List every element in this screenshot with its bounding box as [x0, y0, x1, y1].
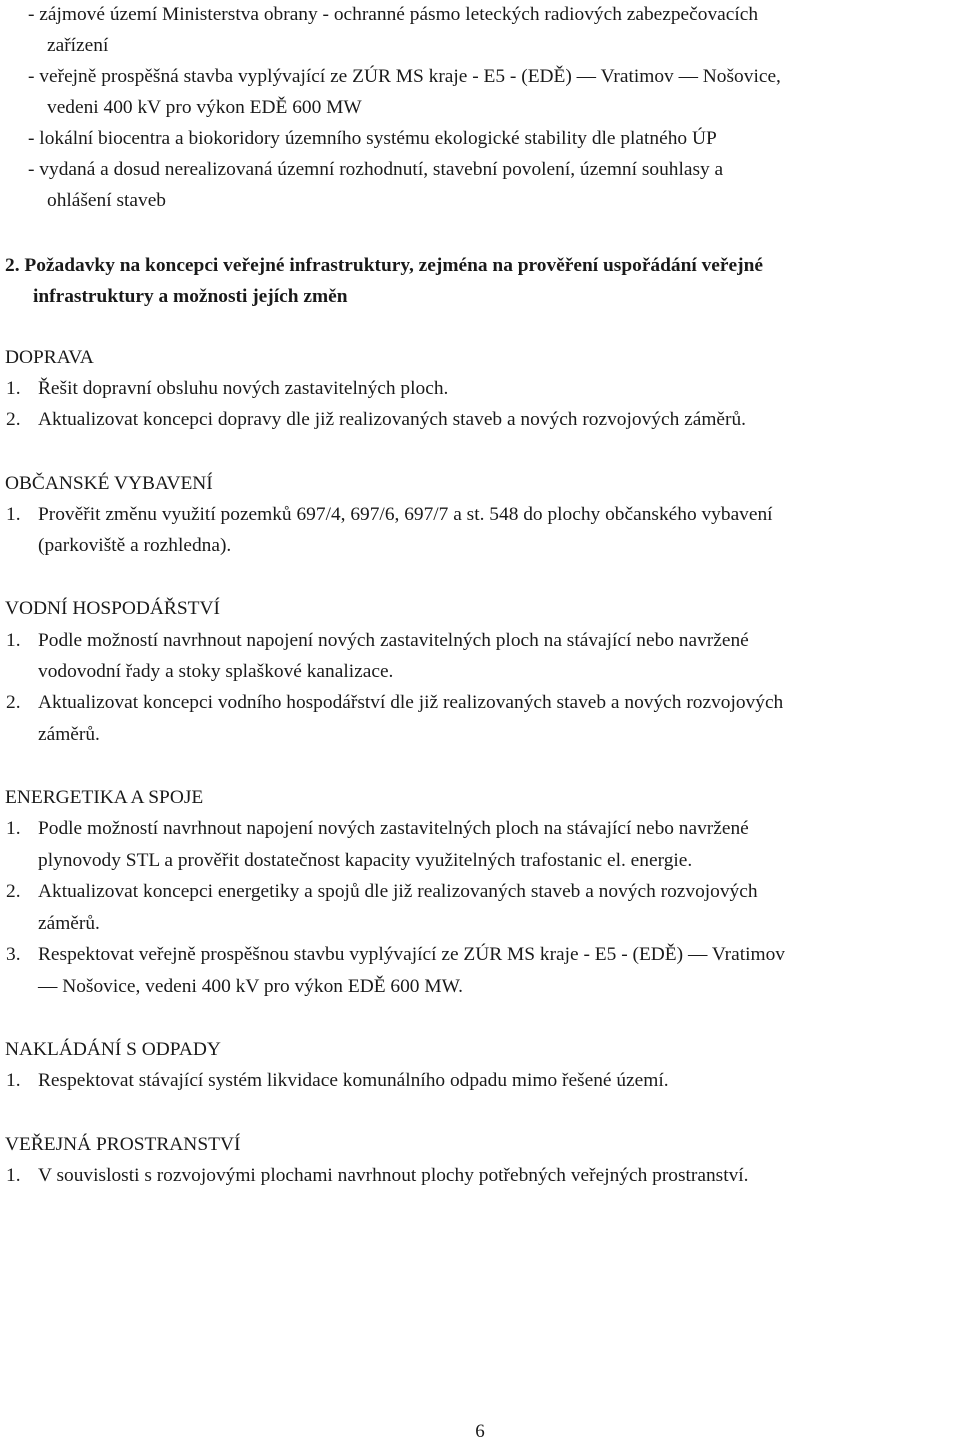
energetika-item-3-line1: Respektovat veřejně prospěšnou stavbu vyplývající ze ZÚR MS kraje - E5 - (EDĚ) — Vratimov [38, 944, 785, 965]
odpady-title: NAKLÁDÁNÍ S ODPADY [5, 1039, 221, 1060]
section-2-heading-line2: infrastruktury a možnosti jejích změn [33, 286, 348, 307]
vodni-item-2-line1: Aktualizovat koncepci vodního hospodářství dle již realizovaných staveb a nových rozvojových [38, 692, 784, 713]
prostranstvi-title: VEŘEJNÁ PROSTRANSTVÍ [5, 1134, 241, 1155]
vodni-item-2-number: 2. [6, 692, 21, 713]
obcanske-item-1-line2: (parkoviště a rozhledna). [38, 535, 232, 556]
obcanske-title: OBČANSKÉ VYBAVENÍ [5, 473, 213, 494]
obcanske-item-1-line1: Prověřit změnu využití pozemků 697/4, 697/6, 697/7 a st. 548 do plochy občanského vybavení [38, 504, 773, 525]
doprava-item-2-number: 2. [6, 409, 21, 430]
energetika-item-1-number: 1. [6, 818, 21, 839]
energetika-item-3-line2: — Nošovice, vedeni 400 kV pro výkon EDĚ 600 MW. [38, 976, 463, 997]
vodni-title: VODNÍ HOSPODÁŘSTVÍ [5, 598, 220, 619]
bullet-permits-line1: - vydaná a dosud nerealizovaná územní rozhodnutí, stavební povolení, územní souhlasy a [28, 159, 724, 180]
prostranstvi-item-1-number: 1. [6, 1165, 21, 1186]
vodni-item-1-number: 1. [6, 630, 21, 651]
bullet-public-construction-line2: vedeni 400 kV pro výkon EDĚ 600 MW [47, 97, 362, 118]
energetika-item-1-line1: Podle možností navrhnout napojení nových zastavitelných ploch na stávající nebo navržené [38, 818, 749, 839]
doprava-item-2-text: Aktualizovat koncepci dopravy dle již realizovaných staveb a nových rozvojových záměrů. [38, 409, 747, 430]
energetika-item-1-line2: plynovody STL a prověřit dostatečnost kapacity využitelných trafostanic el. energie. [38, 850, 693, 871]
energetika-title: ENERGETIKA A SPOJE [5, 787, 204, 808]
bullet-permits-line2: ohlášení staveb [47, 190, 167, 211]
vodni-item-1-line2: vodovodní řady a stoky splaškové kanalizace. [38, 661, 394, 682]
doprava-item-1-number: 1. [6, 378, 21, 399]
bullet-biocentres: - lokální biocentra a biokoridory územního systému ekologické stability dle platného ÚP [28, 128, 717, 149]
energetika-item-2-line1: Aktualizovat koncepci energetiky a spojů dle již realizovaných staveb a nových rozvojových [38, 881, 758, 902]
vodni-item-1-line1: Podle možností navrhnout napojení nových zastavitelných ploch na stávající nebo navržené [38, 630, 749, 651]
page-number: 6 [475, 1421, 485, 1442]
energetika-item-2-number: 2. [6, 881, 21, 902]
section-2-heading-line1: 2. Požadavky na koncepci veřejné infrastruktury, zejména na prověření uspořádání veřejné [5, 255, 763, 276]
bullet-military-zone-line1: - zájmové území Ministerstva obrany - ochranné pásmo leteckých radiových zabezpečovacích [28, 4, 759, 25]
doprava-item-1-text: Řešit dopravní obsluhu nových zastavitelných ploch. [38, 378, 449, 399]
prostranstvi-item-1-text: V souvislosti s rozvojovými plochami navrhnout plochy potřebných veřejných prostranství. [38, 1165, 749, 1186]
odpady-item-1-text: Respektovat stávající systém likvidace komunálního odpadu mimo řešené území. [38, 1070, 669, 1091]
obcanske-item-1-number: 1. [6, 504, 21, 525]
bullet-public-construction-line1: - veřejně prospěšná stavba vyplývající ze ZÚR MS kraje - E5 - (EDĚ) — Vratimov — Nošovice, [28, 66, 781, 87]
doprava-title: DOPRAVA [5, 347, 94, 368]
energetika-item-3-number: 3. [6, 944, 21, 965]
vodni-item-2-line2: záměrů. [38, 724, 100, 745]
energetika-item-2-line2: záměrů. [38, 913, 100, 934]
odpady-item-1-number: 1. [6, 1070, 21, 1091]
bullet-military-zone-line2: zařízení [47, 35, 109, 56]
